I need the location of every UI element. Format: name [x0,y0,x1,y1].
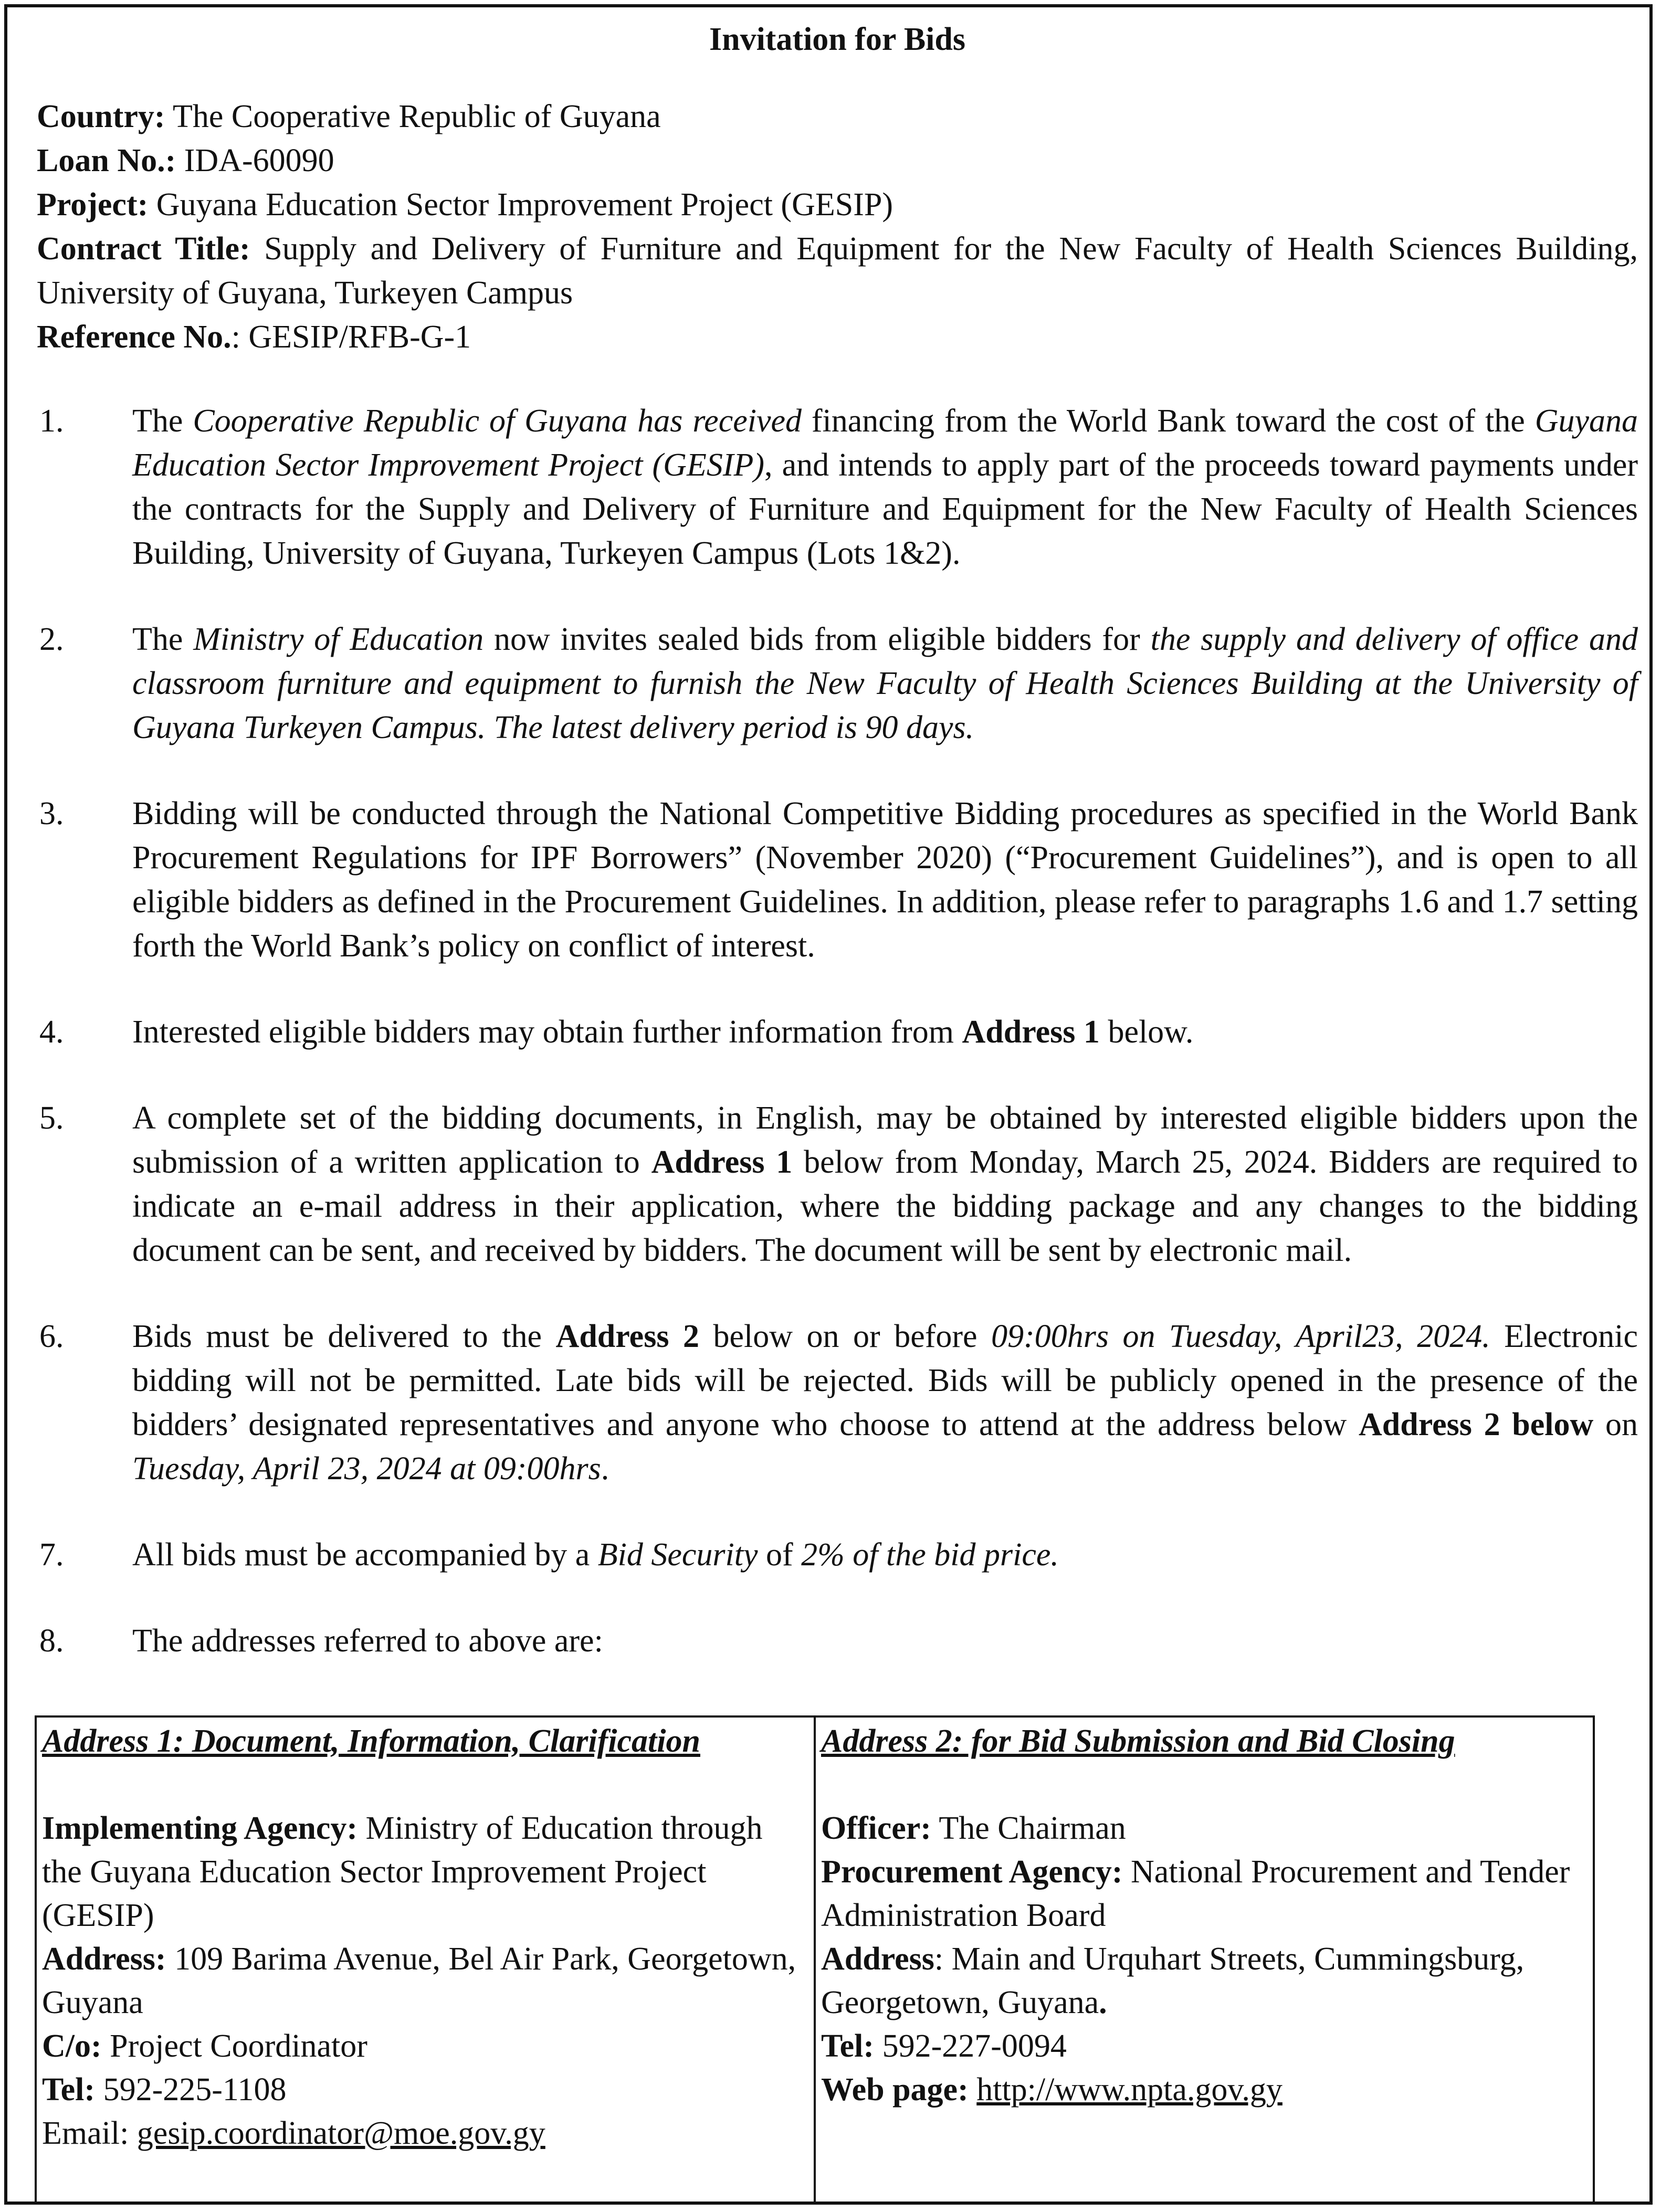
tel-1-row [42,2068,808,2112]
reference-row [37,315,1638,359]
text-run: on [1593,1407,1638,1442]
officer-value: The Chairman [931,1810,1126,1846]
tel-2-label: Tel: [821,2028,875,2064]
tel-1-label: Tel: [42,2072,96,2108]
country-row [37,94,1638,139]
tel-1-value: 592-225-1108 [95,2072,287,2108]
paragraph-number: 8. [39,1623,64,1659]
text-run-bold: Address 1 [651,1144,793,1180]
reference-value: : GESIP/RFB-G-1 [231,319,471,355]
text-run: The [132,403,193,439]
officer-row [821,1807,1588,1850]
address-1-row [42,1937,808,2025]
address-1-value: 109 Barima Avenue, Bel Air Park, Georgetown, Guyana [42,1941,796,2020]
page-title: Invitation for Bids [709,22,966,57]
text-run: Bidding will be conducted through the National Competitive Bidding procedures as specified in the World Bank Procurement Regulations for IPF Borrowers” (November 2020) (“Procurement Guidelines”), and is open to all eligible bidders as defined in the Procurement Guidelines. In addition, please refer to paragraphs 1.6 and 1.7 setting forth the World Bank’s policy on conflict of interest. [132,796,1638,964]
paragraph-number: 4. [39,1014,64,1050]
email-label: Email: [42,2115,137,2151]
procurement-agency-label: Procurement Agency: [821,1854,1123,1890]
paragraph-4 [37,1010,1638,1054]
paragraph-1 [37,399,1638,575]
text-run: The addresses referred to above are: [132,1623,603,1659]
address-table [35,1715,1595,2204]
text-run: financing from the World Bank toward the cost of the [802,403,1535,439]
co-row [42,2025,808,2068]
text-run-italic: 2% of the bid price. [801,1537,1059,1573]
text-run-italic: 09:00hrs on Tuesday, April23, 2024. [991,1319,1490,1354]
procurement-agency-value: National Procurement and Tender Administration Board [821,1854,1570,1933]
paragraph-number: 3. [39,796,64,831]
text-run-italic: Guyana Education Sector Improvement Project (GESIP) [132,403,1638,483]
address-2-period: . [1099,1985,1107,2020]
paragraph-5 [37,1096,1638,1272]
text-run-italic: Tuesday, April 23, 2024 at 09:00hrs [132,1451,601,1487]
co-value: Project Coordinator [101,2028,367,2064]
text-run-italic: Bid Security [597,1537,758,1573]
text-run: . [601,1451,609,1487]
text-run-bold: Address 1 [962,1014,1100,1050]
spacer [42,1763,808,1807]
text-run-italic: Ministry of Education [193,622,484,657]
text-run-bold: Address 2 below [1358,1407,1594,1442]
contract-row [37,227,1638,315]
tel-2-value: 592-227-0094 [874,2028,1067,2064]
paragraph-number: 6. [39,1319,64,1354]
country-label: Country: [37,99,165,134]
text-run: , and intends to apply part of the proceeds toward payments under the contracts for the Supply and Delivery of Furniture and Equipment for the New Faculty of Health Sciences Building, University of Guyana, Turkeyen Campus (Lots 1&2). [132,447,1638,571]
web-page-row [821,2068,1588,2112]
project-row [37,183,1638,227]
co-label: C/o: [42,2028,102,2064]
address-1-heading: Address 1: Document, Information, Clarification [42,1723,700,1759]
reference-label: Reference No. [37,319,232,355]
paragraph-3 [37,792,1638,968]
text-run: now invites sealed bids from eligible bidders for [483,622,1151,657]
text-run: Electronic bidding will not be permitted. Late bids will be rejected. Bids will be publicly opened in the presence of the bidders’ designated representatives and anyone who choose to attend at the address below [132,1319,1638,1442]
paragraph-number: 1. [39,403,64,439]
paragraph-number: 2. [39,622,64,657]
address-2-heading: Address 2: for Bid Submission and Bid Closing [821,1723,1455,1759]
text-run: below on or before [699,1319,992,1354]
implementing-agency-value: Ministry of Education through the Guyana Education Sector Improvement Project (GESIP) [42,1810,763,1933]
contract-label: Contract Title: [37,231,250,267]
loan-row [37,139,1638,183]
country-value: The Cooperative Republic of Guyana [172,99,661,134]
paragraph-8 [37,1619,1638,1663]
text-run: of [758,1537,802,1573]
address-1-label: Address: [42,1941,166,1977]
paragraph-2 [37,617,1638,750]
loan-value: IDA-60090 [184,143,334,178]
paragraph-6 [37,1314,1638,1491]
project-label: Project: [37,187,149,223]
text-run: below from Monday, March 25, 2024. Bidders are required to indicate an e-mail address in their application, where the bidding package and any changes to the bidding document can be sent, and received by bidders. The document will be sent by electronic mail. [132,1144,1638,1268]
email-link[interactable]: gesip.coordinator@moe.gov.gy [136,2115,545,2151]
text-run: A complete set of the bidding documents, in English, may be obtained by interested eligible bidders upon the submission of a written application to [132,1100,1638,1180]
paragraph-number: 5. [39,1100,64,1136]
text-run: The [132,622,194,657]
web-page-label: Web page: [821,2072,969,2108]
paragraph-7 [37,1533,1638,1577]
address-2-row [821,1937,1588,2025]
contract-value: Supply and Delivery of Furniture and Equipment for the New Faculty of Health Sciences Building, University of Guyana, Turkeyen Campus [37,231,1638,311]
procurement-agency-row [821,1850,1588,1937]
text-run: Bids must be delivered to the [132,1319,556,1354]
tel-2-row [821,2025,1588,2068]
implementing-agency-label: Implementing Agency: [42,1810,358,1846]
paragraph-number: 7. [39,1537,64,1573]
loan-label: Loan No.: [37,143,176,178]
address-2-value: : Main and Urquhart Streets, Cummingsburg, Georgetown, Guyana [821,1941,1525,2020]
email-row [42,2112,808,2155]
implementing-agency-row [42,1807,808,1937]
officer-label: Officer: [821,1810,931,1846]
address-row [36,1716,1594,2203]
bid-meta [37,94,1638,359]
address-2-label: Address [821,1941,934,1977]
text-run: below. [1099,1014,1194,1050]
text-run-italic: Cooperative Republic of Guyana has received [193,403,802,439]
web-page-space [969,2072,977,2108]
spacer [821,1763,1588,1807]
address-2-cell [815,1716,1594,2203]
project-value: Guyana Education Sector Improvement Project (GESIP) [156,187,893,223]
text-run-bold: Address 2 [555,1319,699,1354]
web-page-link[interactable]: http://www.npta.gov.gy [976,2072,1282,2108]
address-1-cell [36,1716,815,2203]
text-run-italic: the supply and delivery of office and classroom furniture and equipment to furnish the New Faculty of Health Sciences Building at the University of Guyana Turkeyen Campus. The latest delivery period is 90 days. [132,622,1638,745]
text-run: Interested eligible bidders may obtain further information from [132,1014,962,1050]
document-body [37,16,1638,1663]
text-run: All bids must be accompanied by a [132,1537,598,1573]
